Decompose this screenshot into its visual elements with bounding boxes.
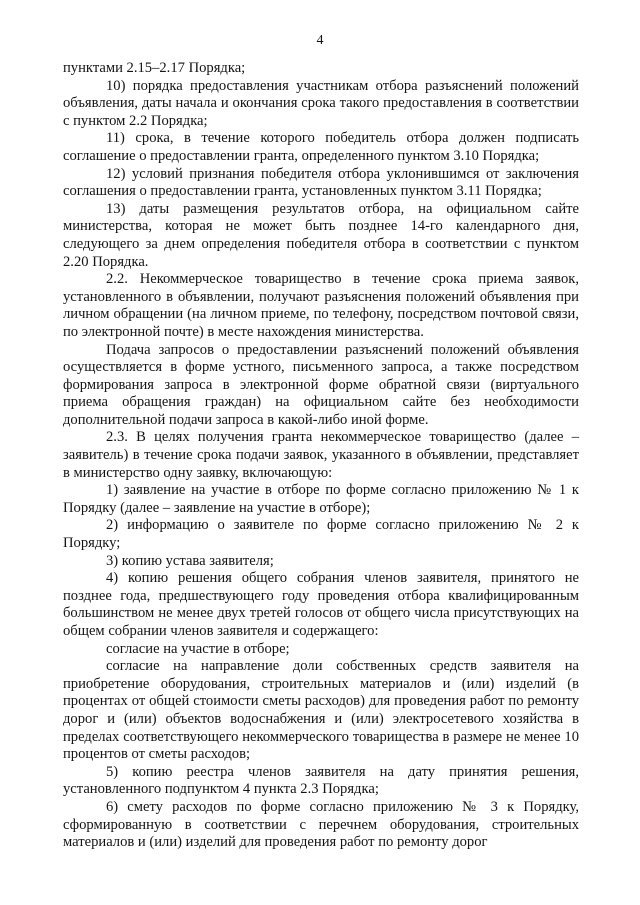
document-body <box>63 60 579 852</box>
list-item-3: 3) копию устава заявителя; <box>106 552 274 569</box>
list-item-2: 2) информацию о заявителе по форме согласно приложению № 2 к Порядку; <box>63 517 579 552</box>
paragraph-item-10: 10) порядка предоставления участникам отбора разъяснений положений объявления, даты начала и окончания срока такого предоставления в соответствии с пунктом 2.2 Порядка; <box>63 77 579 129</box>
list-item-6: 6) смету расходов по форме согласно приложению № 3 к Порядку, сформированную в соответствии с перечнем оборудования, строительных материалов и (или) изделий для проведения работ по ремонту дорог <box>63 798 579 851</box>
paragraph-requests: Подача запросов о предоставлении разъяснений положений объявления осуществляется в форме устного, письменного запроса, а также посредством формирования запроса в электронной форме обратной связи (виртуального приема обращения граждан) на официальном сайте без необходимости дополнительной подачи запроса в какой-либо иной форме. <box>63 341 579 428</box>
list-item-4-consent: согласие на участие в отборе; <box>106 640 290 657</box>
list-item-5: 5) копию реестра членов заявителя на дату принятия решения, установленного подпунктом 4 пункта 2.3 Порядка; <box>63 763 579 798</box>
list-item-4-funds-consent: согласие на направление доли собственных средств заявителя на приобретение оборудования, строительных материалов и (или) изделий (в процентах от общей стоимости сметы расходов) для проведения работ по ремонту дорог и (или) объектов водоснабжения и (или) электросетевого хозяйства в пределах соответствующего некоммерческого товарищества в размере не менее 10 процентов от сметы расходов; <box>63 658 579 763</box>
paragraph-section-2-3: 2.3. В целях получения гранта некоммерческое товарищество (далее – заявитель) в течение срока подачи заявок, указанного в объявлении, представляет в министерство одну заявку, включающую: <box>63 429 579 481</box>
list-item-1: 1) заявление на участие в отборе по форме согласно приложению № 1 к Порядку (далее – заявление на участие в отборе); <box>63 482 579 516</box>
paragraph-section-2-2: 2.2. Некоммерческое товарищество в течение срока приема заявок, установленного в объявлении, получают разъяснения положений объявления при личном обращении (на личном приеме, по телефону, посредством почтовой связи, по электронной почте) в месте нахождения министерства. <box>63 271 579 340</box>
paragraph-continuation: пунктами 2.15–2.17 Порядка; <box>63 60 246 76</box>
paragraph-item-12: 12) условий признания победителя отбора уклонившимся от заключения соглашения о предоставлении гранта, установленных пунктом 3.11 Порядка; <box>63 165 579 200</box>
page-number: 4 <box>316 33 324 48</box>
paragraph-item-13: 13) даты размещения результатов отбора, на официальном сайте министерства, которая не может быть позднее 14-го календарного дня, следующего за днем определения победителя отбора в соответствии с пунктом 2.20 Порядка. <box>63 200 579 270</box>
list-item-4: 4) копию решения общего собрания членов заявителя, принятого не позднее года, предшествующего году проведения отбора квалифицированным большинством не менее двух третей голосов от общего числа присутствующих на общем собрании членов заявителя и содержащего: <box>63 570 579 639</box>
paragraph-item-11: 11) срока, в течение которого победитель отбора должен подписать соглашение о предоставлении гранта, определенного пунктом 3.10 Порядка; <box>63 130 579 164</box>
